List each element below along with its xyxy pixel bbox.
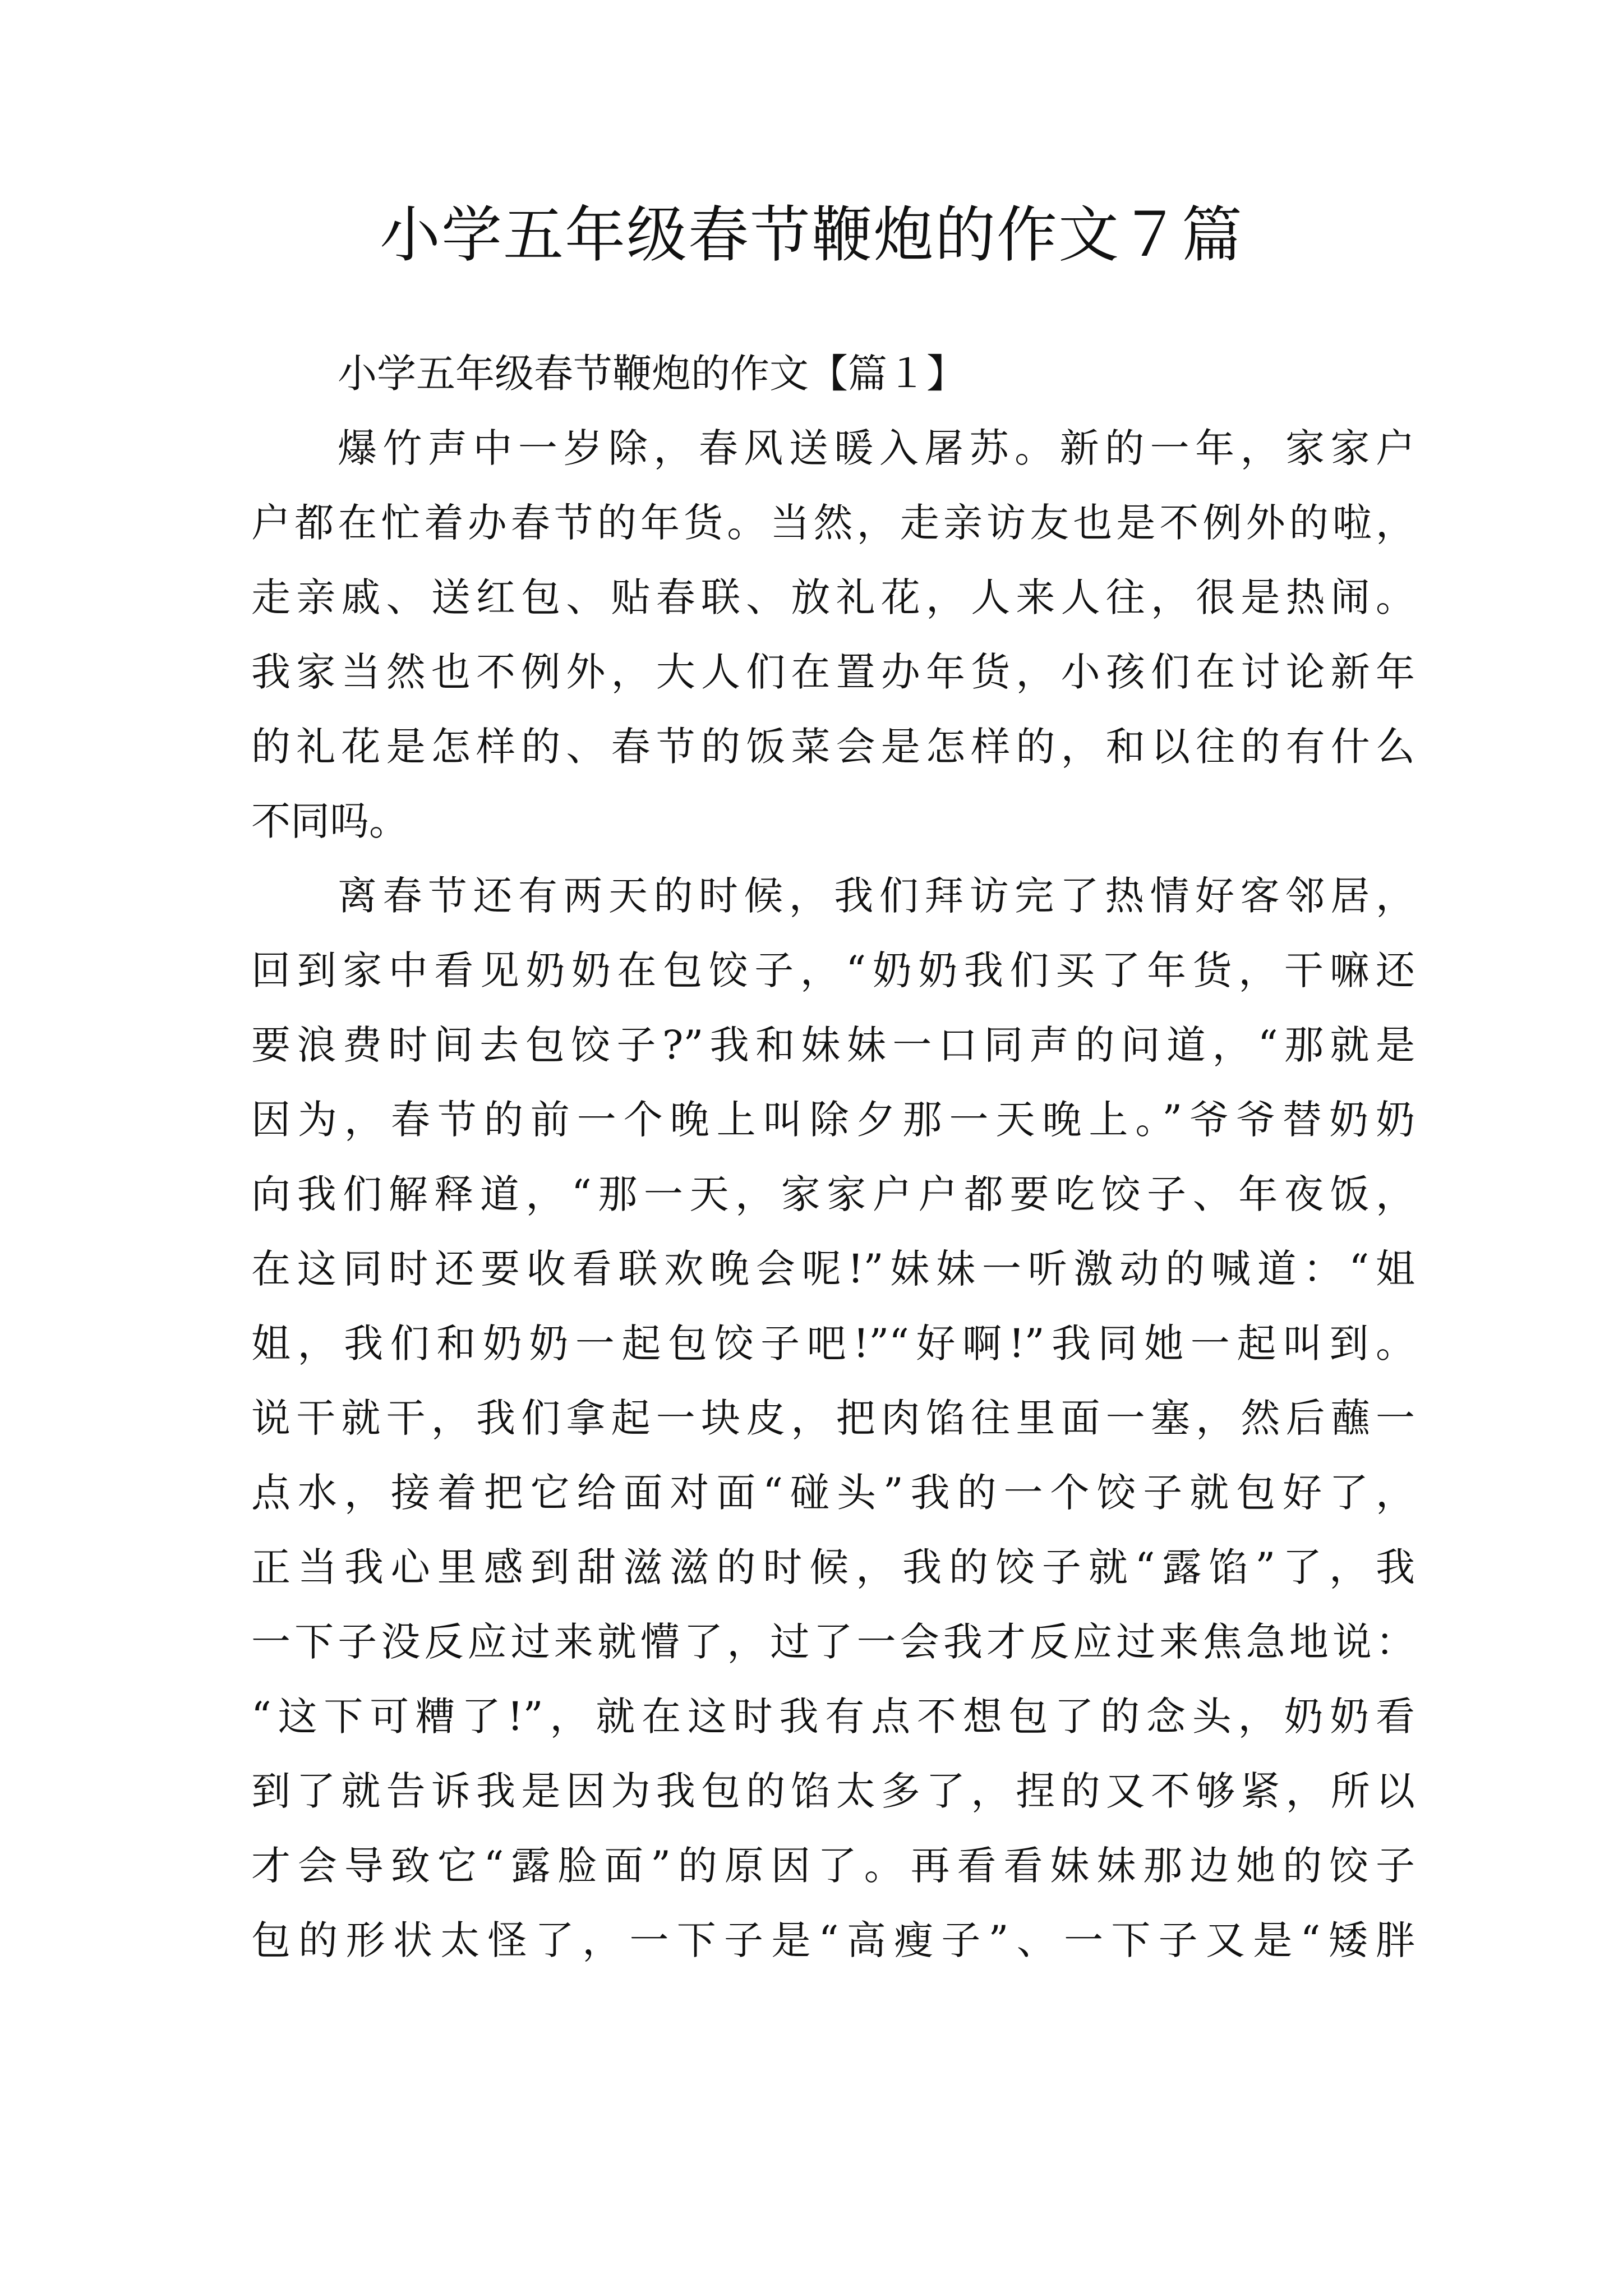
paragraph-2-line-3: 要浪费时间去包饺子?”我和妹妹一口同声的问道，“那就是 [251,1022,1415,1068]
paragraph-2-line-9: 点水，接着把它给面对面“碰头”我的一个饺子就包好了， [251,1470,1415,1516]
paragraph-2-line-10: 正当我心里感到甜滋滋的时候，我的饺子就“露馅”了，我 [251,1544,1415,1590]
paragraph-2-line-6: 在这同时还要收看联欢晚会呢!”妹妹一听激动的喊道：“姐 [251,1246,1415,1292]
document-body [251,337,1415,1978]
paragraph-1-line-3: 走亲戚、送红包、贴春联、放礼花，人来人往，很是热闹。 [251,574,1415,620]
paragraph-1-line-1: 爆竹声中一岁除，春风送暖入屠苏。新的一年，家家户 [338,425,1415,471]
paragraph-2-line-11: 一下子没反应过来就懵了，过了一会我才反应过来焦急地说： [251,1619,1415,1665]
paragraph-1-line-4: 我家当然也不例外，大人们在置办年货，小孩们在讨论新年 [251,649,1415,695]
paragraph-2-line-8: 说干就干，我们拿起一块皮，把肉馅往里面一塞，然后蘸一 [251,1395,1415,1441]
paragraph-1-line-2: 户都在忙着办春节的年货。当然，走亲访友也是不例外的啦， [251,500,1415,546]
section-heading: 小学五年级春节鞭炮的作文【篇１】 [338,351,966,397]
paragraph-2-line-12: “这下可糟了!”，就在这时我有点不想包了的念头，奶奶看 [251,1694,1415,1740]
paragraph-2-line-2: 回到家中看见奶奶在包饺子，“奶奶我们买了年货，干嘛还 [251,947,1415,993]
paragraph-2-line-7: 姐，我们和奶奶一起包饺子吧!”“好啊!”我同她一起叫到。 [251,1320,1415,1366]
paragraph-2-line-13: 到了就告诉我是因为我包的馅太多了，捏的又不够紧，所以 [251,1768,1415,1814]
paragraph-1-line-5: 的礼花是怎样的、春节的饭菜会是怎样的，和以往的有什么 [251,724,1415,770]
paragraph-2-line-1: 离春节还有两天的时候，我们拜访完了热情好客邻居， [338,873,1415,919]
document-title: 小学五年级春节鞭炮的作文７篇 [379,200,1243,270]
paragraph-2-line-4: 因为，春节的前一个晚上叫除夕那一天晚上。”爷爷替奶奶 [251,1097,1415,1143]
paragraph-1-line-6: 不同吗。 [251,798,408,844]
paragraph-2-line-14: 才会导致它“露脸面”的原因了。再看看妹妹那边她的饺子 [251,1843,1415,1889]
paragraph-2-line-15: 包的形状太怪了，一下子是“高瘦子”、一下子又是“矮胖 [251,1917,1415,1963]
paragraph-2-line-5: 向我们解释道，“那一天，家家户户都要吃饺子、年夜饭， [251,1171,1415,1217]
